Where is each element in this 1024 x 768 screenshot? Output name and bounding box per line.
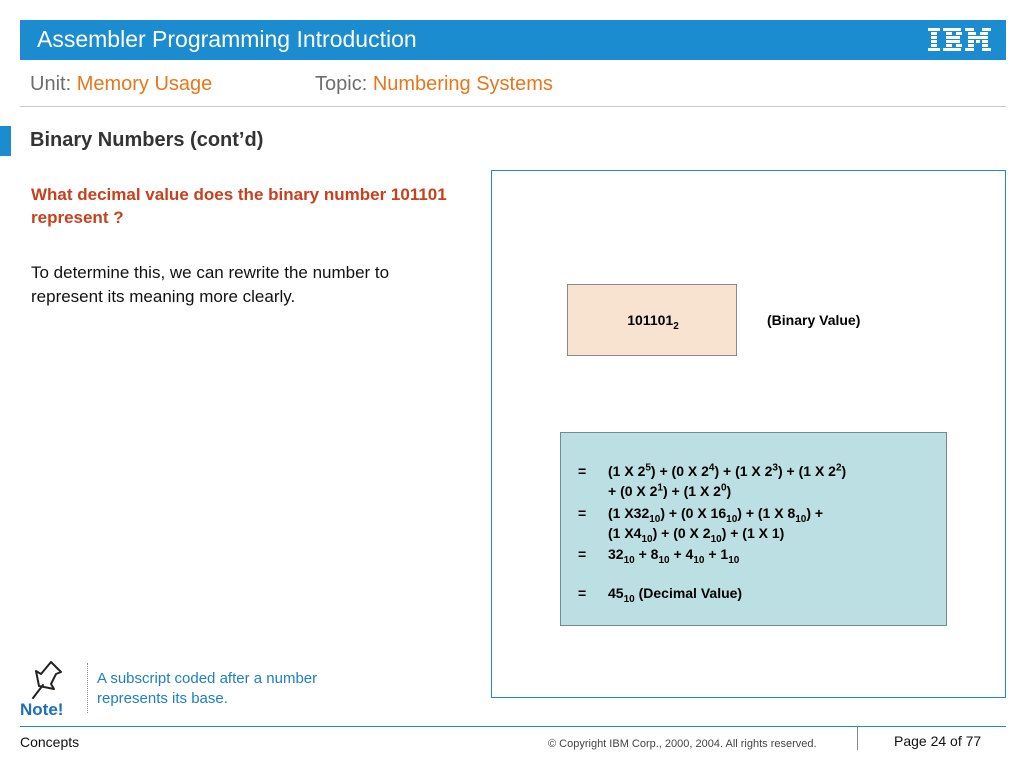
header-divider (20, 106, 1006, 107)
footer-section-label: Concepts (20, 734, 80, 750)
question-text: What decimal value does the binary number 101101 represent ? (31, 185, 447, 227)
binary-caption: (Binary Value) (767, 312, 861, 328)
unit-label: Unit: (30, 73, 72, 95)
topic-value: Numbering Systems (372, 73, 553, 95)
footer-separator (857, 726, 858, 750)
footer-copyright: © Copyright IBM Corp., 2000, 2004. All rights reserved. (548, 738, 817, 750)
presentation-title: Assembler Programming Introduction (37, 26, 417, 52)
footer-divider (20, 726, 1006, 727)
section-title: Binary Numbers (cont’d) (30, 129, 264, 151)
note-icon-label: Note! (20, 700, 64, 718)
binary-number: $101101_2$ (627, 312, 679, 332)
calculation-box: = (1 X $2^5) + (0$ X $2^4) + (1$ X $2^3) + (1$ X $2^2$) + (0 X $2^1) + (1$ X $2^0$) = (1 $X32_{10}) + (0$ X $16_{10}) + (1$ X $8_{10}$) + (1 $X4_{10}) + (0$ X $2_{10}) + (1$ X 1) = $32_{10} + 8_{10} + 4_{10} + 1_{10}$ = $45_{10}$ (Decimal Value) (560, 432, 947, 626)
unit-value: Memory Usage (76, 73, 213, 95)
topic-line (315, 73, 553, 96)
title-bar (20, 20, 1006, 60)
note-text: A subscript coded after a number represents its base. (97, 670, 318, 707)
binary-value-box (567, 284, 737, 356)
unit-line (30, 73, 212, 96)
topic-label: Topic: (315, 73, 368, 95)
section-marker (0, 126, 11, 156)
page-number: Page 24 of 77 (894, 733, 982, 749)
ibm-logo-icon (928, 26, 992, 54)
pushpin-note-icon (18, 656, 78, 718)
note-divider (87, 663, 88, 713)
explanation-text: To determine this, we can rewrite the number to represent its meaning more clearly. (31, 263, 390, 306)
